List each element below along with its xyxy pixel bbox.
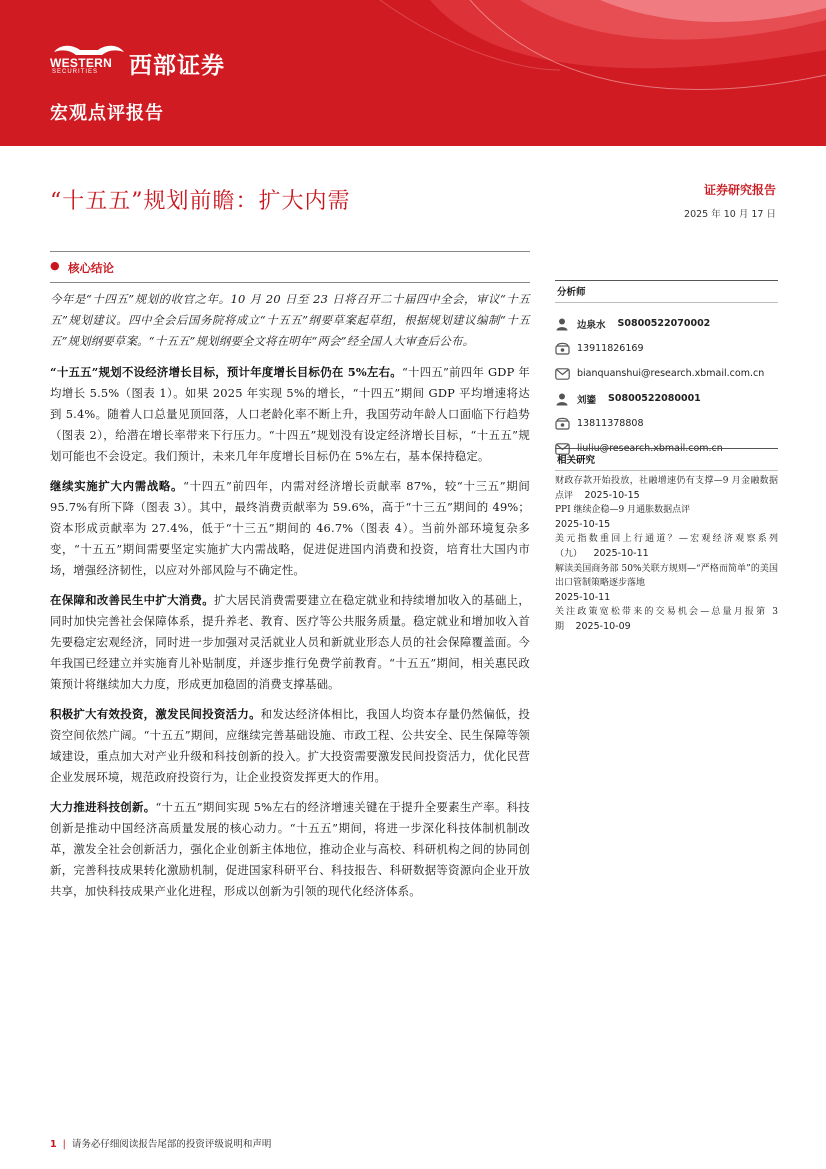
logo-text-en: WESTERN [50,56,113,70]
paragraph-text: 和发达经济体相比，我国人均资本存量仍然偏低，投资空间依然广阔。“十五五”期间，应继续完善基础设施、市政工程、公共安全、民生保障等领域建设，重点加大对产业升级和科技创新的投入。扩大投资需要激发民间投资活力，优化民营企业发展环境，规范政府投资行为，让企业投资发挥更大的作用。 [50,707,530,784]
person-icon [555,390,577,408]
report-date: 2025 年 10 月 17 日 [684,209,776,220]
page-number: 1 [50,1139,57,1150]
analyst-1-email-row [555,361,778,386]
paragraph-lead: 在保障和改善民生中扩大消费。 [50,593,214,607]
paragraph-text: “十四五”前四年，内需对经济增长贡献率 87%，较“十三五”期间 95.7%有所下降（图表 3）。其中，最终消费贡献率为 59.6%，高于“十三五”期间的 49%；资本形成贡献率为 27.4%，低于“十三五”期间的 46.7%（图表 4）。当前外部环境复杂多变，“十五五”期间需要坚定实施扩大内需战略，促进促进国内消费和投资，培育壮大国内市场，增强经济韧性，以应对外部风险与不确定性。 [50,479,530,577]
logo-text-cn: 西部证券 [129,53,225,79]
analyst-1-email[interactable]: bianquanshui@research.xbmail.com.cn [577,368,765,379]
related-item-title: 关注政策宽松带来的交易机会—总量月报第 3 期 [555,607,778,632]
report-body [50,289,530,911]
analyst-2-phone[interactable]: 13811378808 [577,418,644,429]
paragraph-text: “十四五”前四年 GDP 年均增长 5.5%（图表 1）。如果 2025 年实现 5%的增长，“十四五”期间 GDP 平均增速将达到 5.4%。随着人口总量见顶回落，人口老龄化率不断上升，我国劳动年龄人口面临下行趋势（图表 2），给潜在增长率带来下行压力。“十四五”规划没有设定经济增长目标，“十五五”规划可能也不会设定。我们预计，未来几年年度增长目标仍在 5%左右，基本保持稳定。 [50,365,530,463]
paragraph-domestic-demand [50,476,530,581]
related-research-heading: 相关研究 [555,448,778,471]
analyst-2-name-row [555,386,778,411]
paragraph-lead: 积极扩大有效投资，激发民间投资活力。 [50,707,261,721]
related-item-date: 2025-10-15 [584,489,640,501]
analyst-2-email[interactable]: liuliu@research.xbmail.com.cn [577,443,723,454]
logo-text-en-sub: SECURITIES [52,69,99,75]
analyst-2-code: S0800522080001 [608,393,701,404]
person-icon [555,315,577,333]
paragraph-investment [50,704,530,788]
related-item-date: 2025-10-11 [593,547,649,559]
related-item-title: 美元指数重回上行通道？—宏观经济观察系列（九） [555,534,778,559]
intro-paragraph: 今年是“十四五”规划的收官之年。10 月 20 日至 23 日将召开二十届四中全会，审议“十五五”规划建议。四中全会后国务院将成立“十五五”纲要草案起草组，根据规划建议编制“十五五”规划纲要草案。“十五五”规划纲要全文将在明年“两会”经全国人大审查后公布。 [50,292,530,348]
paragraph-lead: 大力推进科技创新。 [50,800,156,814]
report-type: 宏观点评报告 [50,103,164,124]
analyst-1-name-row [555,311,778,336]
analyst-2-phone-row [555,411,778,436]
page-footer [50,1136,271,1150]
analyst-2-name: 刘鎏 [577,394,597,406]
phone-icon [555,340,577,358]
paragraph-text: “十五五”期间实现 5%左右的经济增速关键在于提升全要素生产率。科技创新是推动中国经济高质量发展的核心动力。“十五五”期间，将进一步深化科技体制机制改革，激发全社会创新活力，强化企业创新主体地位，推动企业与高校、科研机构之间的协同创新，完善科技成果转化激励机制，促进国家科研平台、科技报告、科研数据等资源向企业开放共享，加快科技成果产业化进程，形成以创新为引领的现代化经济体系。 [50,800,530,898]
analyst-1-name: 边泉水 [577,319,606,331]
related-item-title: 解读美国商务部 50%关联方规则—“严格而简单”的美国出口管制策略逐步落地 [555,563,778,589]
document-type: 证券研究报告 [703,183,776,197]
analyst-heading: 分析师 [555,280,778,303]
disclaimer-note: 请务必仔细阅读报告尾部的投资评级说明和声明 [71,1139,272,1150]
related-item[interactable] [555,503,778,532]
footer-separator: | [62,1139,66,1150]
paragraph-innovation [50,797,530,902]
analyst-panel [555,280,778,461]
paragraph-text: 扩大居民消费需要建立在稳定就业和持续增加收入的基础上，同时加快完善社会保障体系，提升养老、教育、医疗等公共服务质量。稳定就业和增加收入首先要稳定宏观经济，同时进一步加强对灵活就业人员和新就业形态人员的社会保障覆盖面。今年我国已经建立并实施育儿补贴制度，并逐步推行免费学前教育。“十五五”期间，相关惠民政策预计将继续加大力度，形成更加稳固的消费支撑基础。 [50,593,530,691]
related-item[interactable] [555,562,778,606]
related-item-date: 2025-10-15 [555,518,611,530]
bullet-icon: ● [50,259,60,272]
analyst-1-phone-row [555,336,778,361]
related-item[interactable] [555,605,778,634]
related-item-title: 财政存款开始投放，社融增速仍有支撑—9 月金融数据点评 [555,476,778,501]
paragraph-lead: “十五五”规划不设经济增长目标，预计年度增长目标仍在 5%左右。 [50,365,402,379]
related-item-title: PPI 继续企稳—9 月通胀数据点评 [555,505,691,516]
related-research-panel [555,448,778,635]
related-item-date: 2025-10-09 [575,620,631,632]
section-heading [50,251,530,283]
phone-icon [555,415,577,433]
analyst-1-phone[interactable]: 13911826169 [577,343,644,354]
report-title: “十五五”规划前瞻：扩大内需 [50,189,351,214]
email-icon [555,365,577,383]
paragraph-growth-target [50,362,530,467]
paragraph-lead: 继续实施扩大内需战略。 [50,479,184,493]
related-item[interactable] [555,532,778,561]
header-banner [0,0,826,146]
section-heading-label: 核心结论 [68,261,114,275]
related-item-date: 2025-10-11 [555,591,611,603]
related-item[interactable] [555,474,778,503]
paragraph-consumption [50,590,530,695]
analyst-1-code: S0800522070002 [617,318,711,329]
